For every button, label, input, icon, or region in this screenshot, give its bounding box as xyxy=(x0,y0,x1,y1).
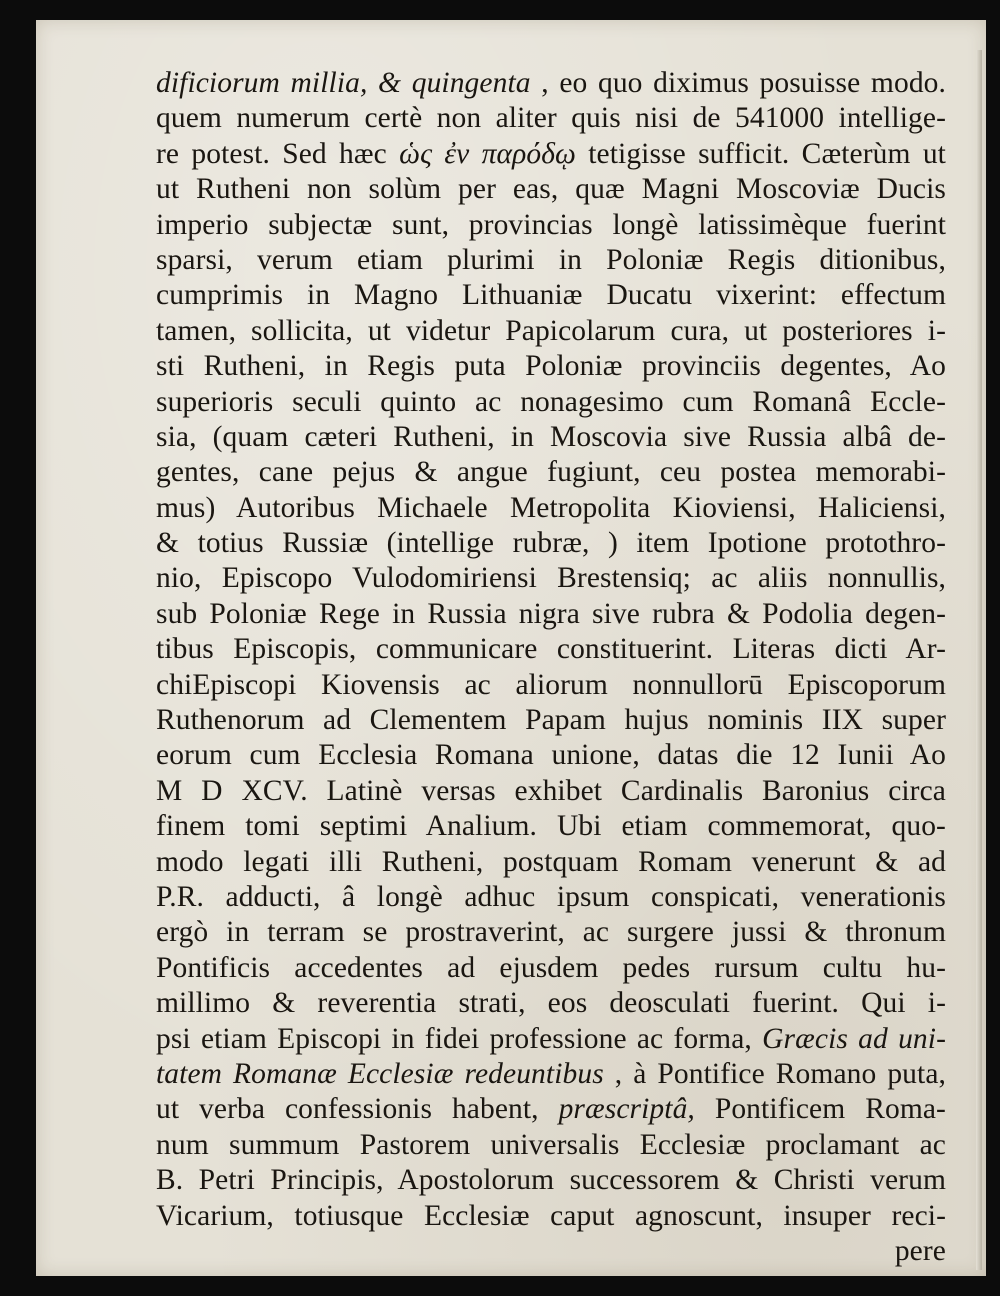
line-text: ergò in terram se prostraverint, ac surgere jussi & thronum xyxy=(156,916,946,949)
line-text: sparsi, verum etiam plurimi in Poloniæ Regis ditionibus, xyxy=(156,243,946,276)
text-line xyxy=(156,986,946,1021)
text-line xyxy=(156,526,946,561)
line-text: imperio subjectæ sunt, provincias longè latissimèque fuerint xyxy=(156,208,946,241)
text-line xyxy=(156,738,946,773)
text-line xyxy=(156,845,946,880)
line-text: tetigisse sufficit. Cæterùm ut xyxy=(588,137,946,170)
line-text: ut Rutheni non solùm per eas, quæ Magni Moscoviæ Ducis xyxy=(156,173,946,206)
line-text: modo legati illi Rutheni, postquam Romam venerunt & ad xyxy=(156,845,946,878)
text-line xyxy=(156,668,946,703)
line-text: sti Rutheni, in Regis puta Poloniæ provinciis degentes, Ao xyxy=(156,350,946,383)
line-text: sia, (quam cæteri Rutheni, in Moscovia sive Russia albâ de- xyxy=(156,420,946,453)
text-line xyxy=(156,774,946,809)
line-text: ut verba confessionis habent, xyxy=(156,1093,539,1126)
line-text: millimo & reverentia strati, eos deosculati fuerint. Qui i- xyxy=(156,987,946,1020)
text-line xyxy=(156,455,946,490)
line-text: cumprimis in Magno Lithuaniæ Ducatu vixerint: effectum xyxy=(156,279,946,312)
line-text: re potest. Sed hæc xyxy=(156,137,387,170)
text-line xyxy=(156,208,946,243)
text-line xyxy=(156,1128,946,1163)
line-text: Vicarium, totiusque Ecclesiæ caput agnoscunt, insuper reci- xyxy=(156,1199,946,1232)
text-line xyxy=(156,915,946,950)
line-text: mus) Autoribus Michaele Metropolita Kioviensi, Haliciensi, xyxy=(156,491,946,524)
line-text: eorum cum Ecclesia Romana unione, datas die 12 Iunii Ao xyxy=(156,739,946,772)
line-text: B. Petri Principis, Apostolorum successorem & Christi verum xyxy=(156,1164,946,1197)
text-line xyxy=(156,385,946,420)
line-text: quem numerum certè non aliter quis nisi de 541000 intellige- xyxy=(156,102,946,135)
line-text: gentes, cane pejus & angue fugiunt, ceu postea memorabi- xyxy=(156,456,946,489)
text-line xyxy=(156,1199,946,1234)
line-text: P.R. adducti, â longè adhuc ipsum conspicati, venerationis xyxy=(156,880,946,913)
line-text: nio, Episcopo Vulodomiriensi Brestensiq; ac aliis nonnullis, xyxy=(156,562,946,595)
line-text: psi etiam Episcopi in fidei professione ac forma, xyxy=(156,1022,752,1055)
text-line xyxy=(156,809,946,844)
line-text: sub Poloniæ Rege in Russia nigra sive rubra & Podolia degen- xyxy=(156,597,946,630)
text-line xyxy=(156,101,946,136)
text-line xyxy=(156,420,946,455)
line-text: Ruthenorum ad Clementem Papam hujus nominis IIX super xyxy=(156,704,946,737)
text-line xyxy=(156,880,946,915)
text-line xyxy=(156,172,946,207)
line-text: & totius Russiæ (intellige rubræ, ) item Ipotione protothro- xyxy=(156,527,946,560)
italic-phrase: præscriptâ, xyxy=(558,1093,695,1126)
text-line xyxy=(156,1022,946,1057)
text-line xyxy=(156,1163,946,1198)
text-line xyxy=(156,1234,946,1269)
text-line xyxy=(156,66,946,101)
text-line xyxy=(156,491,946,526)
text-line xyxy=(156,703,946,738)
text-line xyxy=(156,278,946,313)
italic-phrase: dificiorum millia, & quingenta xyxy=(156,67,531,99)
line-text: , à Pontifice Romano puta, xyxy=(614,1057,946,1090)
line-text: M D XCV. Latinè versas exhibet Cardinalis Baronius circa xyxy=(156,774,946,807)
text-line xyxy=(156,349,946,384)
line-text: chiEpiscopi Kiovensis ac aliorum nonnullorū Episcoporum xyxy=(156,668,946,701)
text-line xyxy=(156,1057,946,1092)
book-page xyxy=(36,20,986,1276)
text-line xyxy=(156,951,946,986)
page-edge xyxy=(976,50,982,1270)
line-text: , eo quo diximus posuisse modo. xyxy=(541,67,946,99)
italic-phrase: tatem Romanæ Ecclesiæ redeuntibus xyxy=(156,1057,604,1090)
italic-phrase: Græcis ad uni- xyxy=(762,1022,946,1055)
text-line xyxy=(156,314,946,349)
text-line xyxy=(156,137,946,172)
line-text: num summum Pastorem universalis Ecclesiæ proclamant ac xyxy=(156,1128,946,1161)
line-text: tibus Episcopis, communicare constituerint. Literas dicti Ar- xyxy=(156,633,946,666)
text-line xyxy=(156,243,946,278)
text-line xyxy=(156,561,946,596)
line-text: Pontificem Roma- xyxy=(714,1093,946,1126)
line-text: finem tomi septimi Analium. Ubi etiam commemorat, quo- xyxy=(156,810,946,843)
line-text: tamen, sollicita, ut videtur Papicolarum cura, ut posteriores i- xyxy=(156,314,946,347)
text-line xyxy=(156,632,946,667)
line-text: Pontificis accedentes ad ejusdem pedes rursum cultu hu- xyxy=(156,951,946,984)
text-line xyxy=(156,597,946,632)
line-text: pere xyxy=(894,1234,946,1267)
line-text: superioris seculi quinto ac nonagesimo cum Romanâ Eccle- xyxy=(156,385,946,418)
text-line xyxy=(156,1092,946,1127)
page-text-block xyxy=(156,66,946,1269)
italic-phrase: ὡς ἐν παρόδῳ xyxy=(399,137,576,170)
